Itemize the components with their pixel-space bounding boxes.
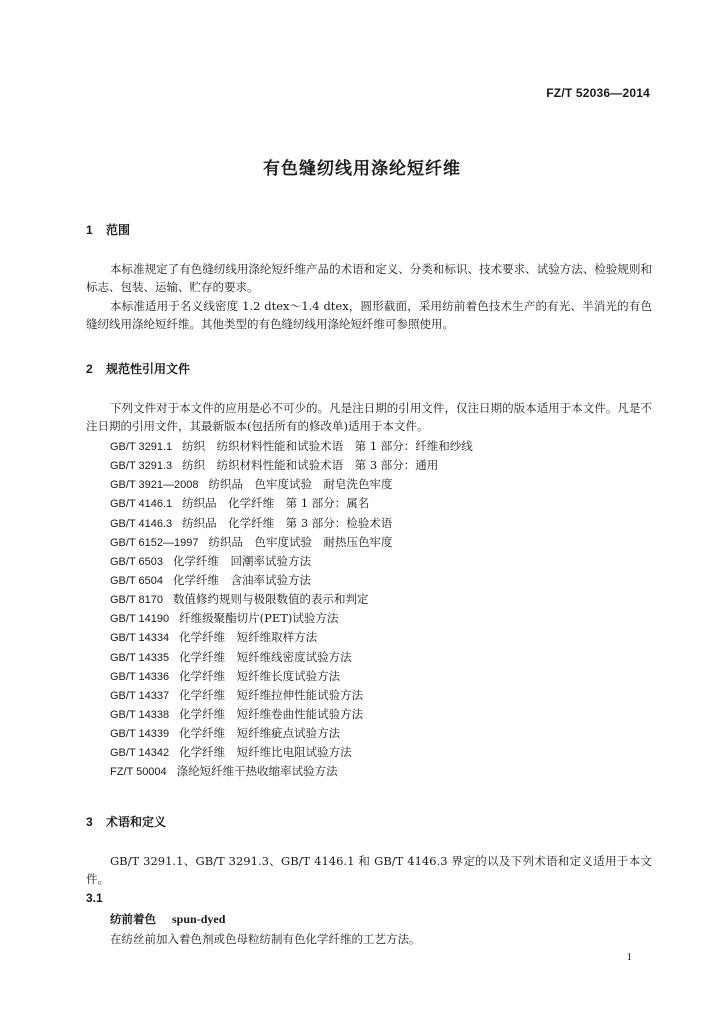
reference-code: GB/T 6152—1997 (110, 536, 199, 549)
subsection-number: 3.1 (86, 891, 103, 905)
reference-item (110, 514, 473, 533)
reference-item (110, 475, 473, 494)
reference-title: 纺织品 化学纤维 第 3 部分：检验术语 (182, 515, 393, 530)
reference-title: 化学纤维 回潮率试验方法 (173, 553, 311, 568)
section-title: 规范性引用文件 (106, 362, 191, 376)
reference-title: 化学纤维 短纤维比电阻试验方法 (179, 745, 352, 760)
reference-item (110, 494, 473, 513)
reference-title: 纺织 纺织材料性能和试验术语 第 3 部分：通用 (182, 458, 439, 473)
reference-item (110, 686, 473, 705)
standard-code: FZ/T 52036—2014 (546, 86, 650, 100)
reference-code: GB/T 6504 (110, 574, 163, 587)
section-number: 1 (86, 223, 93, 237)
reference-code: GB/T 14338 (110, 708, 170, 721)
normative-references-list (110, 437, 473, 782)
term-definition: 在纺丝前加入着色剂或色母粒纺制有色化学纤维的工艺方法。 (110, 932, 421, 946)
reference-code: GB/T 3291.3 (110, 460, 173, 473)
reference-title: 化学纤维 短纤维疵点试验方法 (179, 726, 341, 741)
term-english: spun-dyed (172, 912, 226, 926)
reference-item (110, 533, 473, 552)
term-chinese: 纺前着色 (110, 912, 156, 926)
reference-code: GB/T 14190 (110, 613, 170, 626)
reference-code: GB/T 14334 (110, 632, 170, 645)
reference-code: GB/T 14337 (110, 689, 170, 702)
reference-item (110, 437, 473, 456)
reference-title: 纺织品 色牢度试验 耐皂洗色牢度 (208, 477, 393, 492)
reference-item (110, 762, 473, 781)
reference-item (110, 609, 473, 628)
reference-title: 化学纤维 短纤维长度试验方法 (179, 668, 341, 683)
reference-code: GB/T 3291.1 (110, 441, 173, 453)
reference-item (110, 667, 473, 686)
section-2-intro: 下列文件对于本文件的应用是必不可少的。凡是注日期的引用文件，仅注日期的版本适用于本文件。凡是不注日期的引用文件，其最新版本(包括所有的修改单)适用于本文件。 (86, 401, 652, 433)
section-title: 范围 (106, 223, 131, 237)
reference-item (110, 456, 473, 475)
reference-code: GB/T 14335 (110, 651, 170, 664)
reference-item (110, 552, 473, 571)
section-1-heading (86, 221, 130, 238)
reference-code: FZ/T 50004 (110, 766, 167, 779)
reference-title: 纤维级聚酯切片(PET)试验方法 (179, 611, 339, 626)
reference-title: 化学纤维 短纤维线密度试验方法 (179, 649, 352, 664)
page-number: 1 (626, 951, 632, 963)
section-title: 术语和定义 (106, 815, 167, 829)
reference-title: 纺织 纺织材料性能和试验术语 第 1 部分：纤维和纱线 (182, 439, 473, 453)
reference-title: 化学纤维 短纤维取样方法 (179, 630, 318, 645)
reference-code: GB/T 14339 (110, 728, 170, 741)
reference-code: GB/T 8170 (110, 594, 163, 607)
reference-title: 化学纤维 含油率试验方法 (173, 572, 311, 587)
section-3-heading (86, 813, 166, 830)
reference-title: 数值修约规则与极限数值的表示和判定 (173, 592, 369, 607)
reference-code: GB/T 14336 (110, 670, 170, 683)
section-3-intro: GB/T 3291.1、GB/T 3291.3、GB/T 4146.1 和 GB/T 4146.3 界定的以及下列术语和定义适用于本文件。 (86, 854, 652, 886)
reference-title: 化学纤维 短纤维拉伸性能试验方法 (179, 687, 364, 702)
reference-title: 涤纶短纤维干热收缩率试验方法 (176, 764, 338, 779)
reference-item (110, 743, 473, 762)
reference-item (110, 628, 473, 647)
term-entry (110, 911, 225, 927)
reference-item (110, 724, 473, 743)
reference-title: 化学纤维 短纤维卷曲性能试验方法 (179, 706, 364, 721)
section-number: 2 (86, 362, 93, 376)
reference-code: GB/T 3921—2008 (110, 479, 199, 492)
reference-title: 纺织品 化学纤维 第 1 部分：属名 (182, 496, 370, 511)
section-1-paragraph-2: 本标准适用于名义线密度 1.2 dtex～1.4 dtex，圆形截面，采用纺前着色技术生产的有光、半消光的有色缝纫线用涤纶短纤维。其他类型的有色缝纫线用涤纶短纤维可参照使用。 (86, 299, 652, 331)
reference-code: GB/T 4146.3 (110, 517, 173, 530)
section-number: 3 (86, 815, 93, 829)
document-title: 有色缝纫线用涤纶短纤维 (263, 159, 461, 179)
section-1-paragraph-1: 本标准规定了有色缝纫线用涤纶短纤维产品的术语和定义、分类和标识、技术要求、试验方法、检验规则和标志、包装、运输、贮存的要求。 (86, 262, 652, 294)
reference-item (110, 590, 473, 609)
reference-code: GB/T 6503 (110, 555, 163, 568)
reference-code: GB/T 4146.1 (110, 498, 173, 511)
section-2-heading (86, 360, 190, 377)
reference-title: 纺织品 色牢度试验 耐热压色牢度 (208, 534, 393, 549)
reference-item (110, 705, 473, 724)
reference-code: GB/T 14342 (110, 747, 170, 760)
reference-item (110, 648, 473, 667)
reference-item (110, 571, 473, 590)
